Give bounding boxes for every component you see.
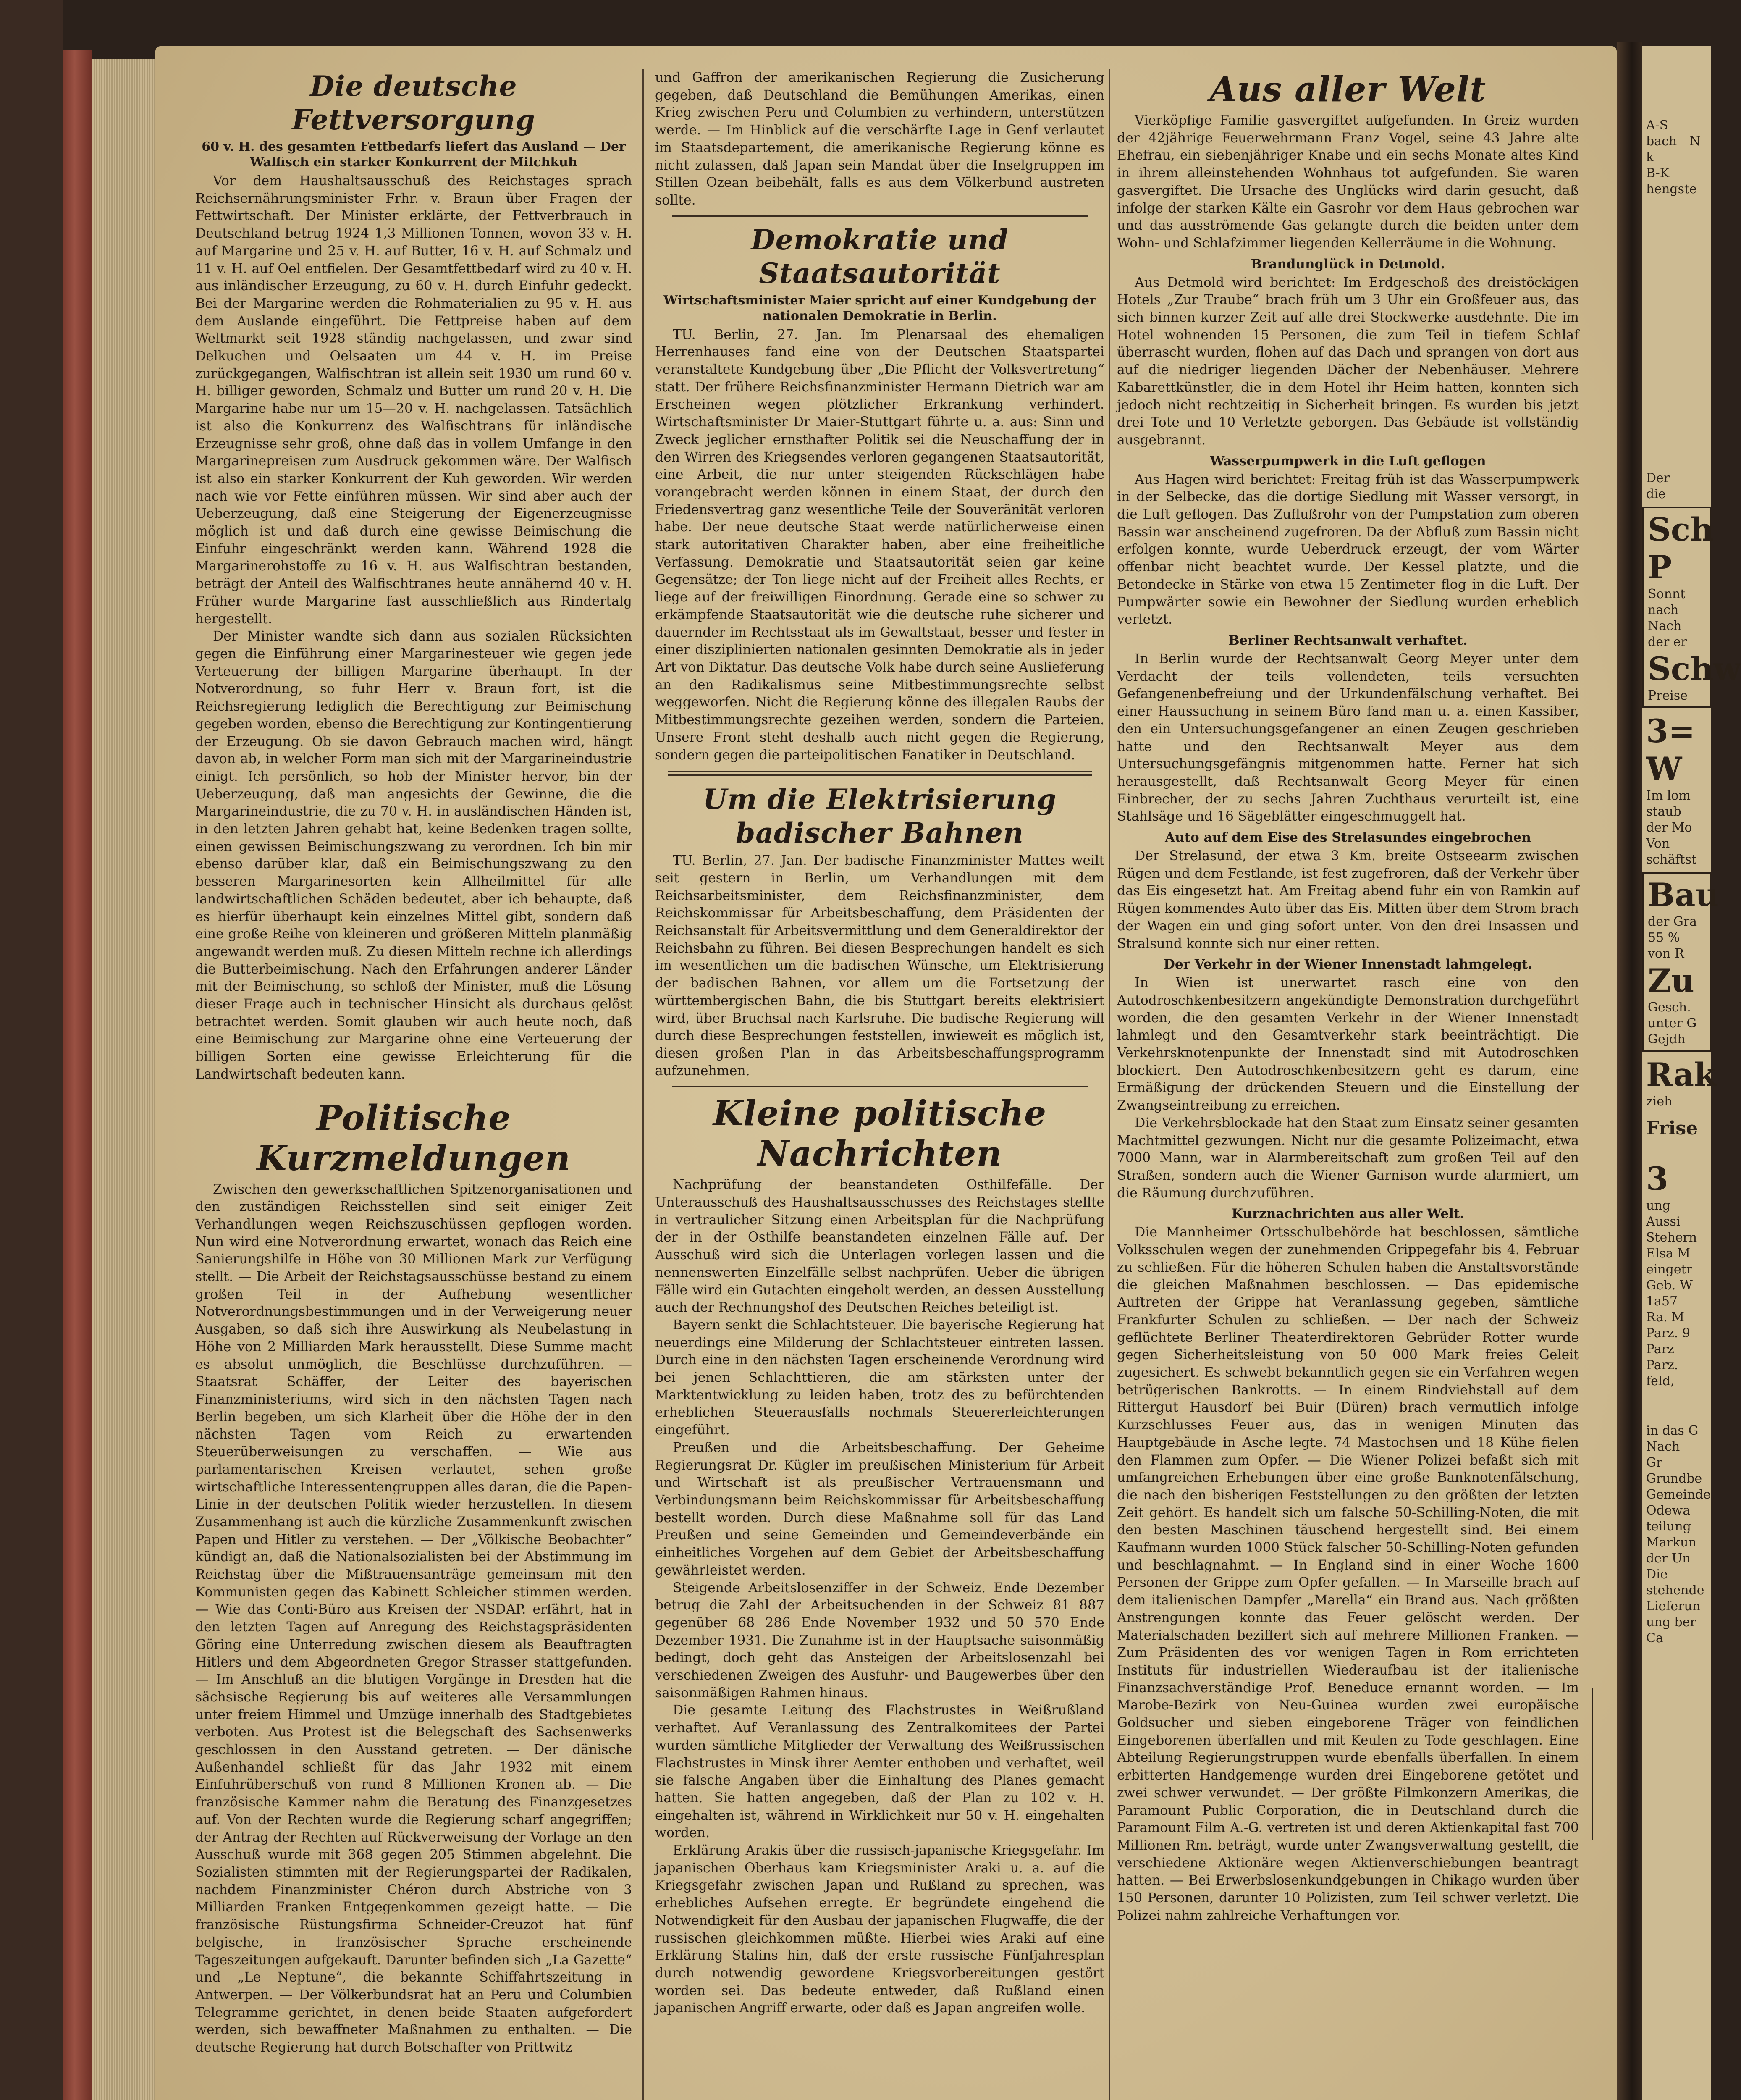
fragment-line: ung — [1646, 1198, 1670, 1213]
fragment-line: von R — [1648, 946, 1684, 961]
measuring-ruler — [1592, 1688, 1599, 1840]
fragment-line: Markun — [1646, 1535, 1696, 1550]
fragment-line: feld, — [1646, 1374, 1675, 1389]
fragment-line: nach — [1648, 603, 1679, 617]
fragment-line: Gemeinde — [1646, 1487, 1711, 1502]
article-title-demokratie: Demokratie und Staatsautorität — [751, 223, 1009, 290]
ad-box — [1642, 507, 1741, 708]
paragraph: Vor dem Haushaltsausschuß des Reichstages sprach Reichsernährungsminister Frhr. v. Braun über Fragen der Fettwirtschaft. Der Minister erklärte, der Fettverbrauch in Deutschland betrug 1924 1,3 Millionen Tonnen, wovon 33 v. H. auf Margarine und 25 v. H. auf Butter, 16 v. H. auf Schmalz und 11 v. H. auf Oel entfielen. Der Gesamtfettbedarf wird zu 40 v. H. aus inländischer Erzeugung, zu 60 v. H. durch Einfuhr gedeckt. Bei der Margarine werden die Rohmaterialien zu 95 v. H. aus dem Auslande eingeführt. Die Fettpreise haben auf dem Weltmarkt seit 1928 ständig nachgelassen, und zwar sind Delkuchen und Oelsaaten um 44 v. H. im Preise zurückgegangen, Walfischtran ist allein seit 1930 um rund 60 v. H. billiger geworden, Schmalz und Butter um rund 20 v. H. Die Margarine habe nur um 15—20 v. H. nachgelassen. Tatsächlich ist also die Konkurrenz des Walfischtrans für inländische Erzeugnisse sehr groß, ohne daß das in vollem Umfange in den Margarinepreisen zum Ausdruck gekommen wäre. Der Walfisch ist also ein starker Konkurrent der Kuh geworden. Wir werden nach wie vor Fette einführen müssen. Wir sind aber auch der Ueberzeugung, daß eine Steigerung der Eigenerzeugnisse möglich ist und daß durch eine gewisse Beimischung die Einfuhr eingeschränkt werden kann. Während 1928 die Margarinerohstoffe zu 16 v. H. aus Walfischtran bestanden, beträgt der Anteil des Walfischtranes heute annähernd 40 v. H. Früher wurde Margarine fast ausschließlich aus Rindertalg hergestellt. — [195, 173, 632, 627]
fragment-line: Nach — [1646, 1439, 1680, 1454]
paragraph: In Berlin wurde der Rechtsanwalt Georg Meyer unter dem Verdacht der teils vollendeten, teils versuchten Gefangenenbefreiung und der Urkundenfälschung verhaftet. Bei einer Haussuchung in seinem Büro fand man u. a. einen Kassiber, den ein Untersuchungsgefangener an einen Zeugen geschrieben hatte und den Rechtsanwalt Meyer aus dem Untersuchungsgefängnis mitgenommen hatte. Ferner hat sich herausgestellt, daß Rechtsanwalt Georg Meyer für einen Einbrecher, der zu sechs Jahren Zuchthaus verurteilt ist, eine Stahlsäge und 16 Sägeblätter eingeschmuggelt hat. — [1117, 651, 1579, 824]
paragraph: Nachprüfung der beanstandeten Osthilfefälle. Der Unterausschuß des Haushaltsausschusses des Reichstages stellte in vertraulicher Sitzung einen Arbeitsplan für die Nachprüfung der in der Osthilfe beanstandeten einzelnen Fälle auf. Der Ausschuß wird sich die Unterlagen vorlegen lassen und die nennenswerten Einzelfälle selbst nachprüfen. Ueber die übrigen Fälle wird ein Gutachten eingeholt werden, an dessen Ausstellung auch der Rechnungshof des Deutschen Reiches beteiligt ist. — [655, 1177, 1104, 1315]
column-1 — [195, 69, 632, 2057]
fragment-line: Sonnt — [1648, 587, 1686, 601]
fragment-line: Ca — [1646, 1631, 1663, 1646]
paragraph: Preußen und die Arbeitsbeschaffung. Der Geheime Regierungsrat Dr. Kügler im preußischen Ministerium für Arbeit und Wirtschaft ist als preußischer Vertrauensmann und Verbindungsmann beim Reichskommissar für Arbeitsbeschaffung bestellt worden. Durch diese Maßnahme soll für das Land Preußen und seine Gemeinden und Gemeindeverbände ein einheitliches Vorgehen auf dem Gebiet der Arbeitsbeschaffung gewährleistet werden. — [655, 1440, 1104, 1578]
subheading: Berliner Rechtsanwalt verhaftet. — [1228, 633, 1468, 648]
fragment-line: Bau — [1648, 876, 1719, 914]
article-subtitle-fettversorgung: 60 v. H. des gesamten Fettbedarfs liefert das Ausland — Der Walfisch ein starker Konkurrent der Milchkuh — [202, 139, 626, 170]
column-rule-2 — [1109, 69, 1110, 2100]
paragraph: Bayern senkt die Schlachtsteuer. Die bayerische Regierung hat neuerdings eine Milderung der Schlachtsteuer eintreten lassen. Durch eine in den nächsten Tagen erscheinende Verordnung wird bei jenen Schlachttieren, die am stärksten unter der Marktentwicklung zu leiden haben, trotz des zu befürchtenden erheblichen Steuerausfalls nochmals Steuererleichterungen eingeführt. — [655, 1317, 1104, 1438]
fragment-line: Grundbe — [1646, 1471, 1702, 1486]
subheading: Kurznachrichten aus aller Welt. — [1232, 1206, 1464, 1222]
book-binding — [0, 0, 63, 2100]
fragment-line: 55 % — [1648, 930, 1680, 945]
fragment-line: der er — [1648, 635, 1687, 649]
subheading: Brandunglück in Detmold. — [1251, 256, 1445, 272]
paragraph: und Gaffron der amerikanischen Regierung die Zusicherung gegeben, daß Deutschland die Bemühungen Amerikas, einen Krieg zwischen Peru und Columbien zu verhindern, unterstützen werde. — Im Hinblick auf die verschärfte Lage in Genf verlautet im Staatsdepartement, die amerikanische Regierung könne es nicht zulassen, daß Japan sein Mandat über die Inselgruppen im Stillen Ozean beibehält, falls es aus dem Völkerbund austreten sollte. — [655, 70, 1104, 208]
fragment-line: Aussi — [1646, 1214, 1681, 1229]
paragraph: TU. Berlin, 27. Jan. Im Plenarsaal des ehemaligen Herrenhauses fand eine von der Deutschen Staatspartei veranstaltete Kundgebung über „Die Pflicht der Volksvertretung“ statt. Der frühere Reichsfinanzminister Hermann Dietrich war am Erscheinen wegen plötzlicher Erkrankung verhindert. Wirtschaftsminister Dr Maier-Stuttgart führte u. a. aus: Sinn und Zweck jeglicher ernsthafter Politik sei die Neuschaffung der in den Wirren des Kriegsendes verloren gegangenen Staatsautorität, eine Arbeit, die nur unter steigenden Rückschlägen habe vorangebracht werden können in einem Staat, der durch den Friedensvertrag ganz wesentliche Teile der Souveränität verloren habe. Der neue deutsche Staat werde natürlicherweise einen stark autoritativen Charakter haben, aber eine freiheitliche Verfassung. Demokratie und Staatsautorität seien gar keine Gegensätze; der Ton liege nicht auf der Freiheit alles Rechts, er liege auf der freiwilligen Einordnung. Gerade eine so schwer zu erkämpfende Staatsautorität wie die deutsche ruhe sicherer und dauernder im Rechtsstaat als im Gewaltstaat, besser und fester in einer disziplinierten nationalen gesinnten Demokratie als in jeder Art von Diktatur. Das deutsche Volk habe durch seine Auslieferung an den Radikalismus seine Mitbestimmungsrechte selbst weggeworfen. Nicht die Regierung könne des illegalen Raubs der Mitbestimmungsrechte gezeihen werden, sondern die Parteien. Unsere Front steht deshalb auch nicht gegen die Regierung, sondern gegen die parteipolitischen Fanatiker in Deutschland. — [655, 327, 1104, 763]
article-subtitle-demokratie: Wirtschaftsminister Maier spricht auf einer Kundgebung der nationalen Demokratie in Berlin. — [663, 293, 1096, 323]
fragment-line: Frise — [1646, 1118, 1698, 1139]
paragraph: Die gesamte Leitung des Flachstrustes in Weißrußland verhaftet. Auf Veranlassung des Zentralkomitees der Partei wurden sämtliche Mitglieder der Verwaltung des Weißrussischen Flachstrustes in Minsk ihrer Aemter enthoben und verhaftet, weil sie falsche Angaben über die Einhaltung des Planes gemacht hatten. Sie hatten angegeben, daß der Plan zu 102 v. H. eingehalten ist, während in Wirklichkeit nur 50 v. H. eingehalten worden. — [655, 1703, 1104, 1841]
fragment-line: Von — [1646, 836, 1670, 851]
fragment-line: staub — [1646, 804, 1681, 819]
ad-box — [1642, 872, 1719, 1052]
paragraph: TU. Berlin, 27. Jan. Der badische Finanzminister Mattes weilt seit gestern in Berlin, um Verhandlungen mit dem Reichsarbeitsminister, dem Reichsfinanzminister, dem Reichskommissar für Arbeitsbeschaffung, dem Präsidenten der Reichsanstalt für Arbeitsvermittlung und dem Generaldirektor der Reichsbahn zu führen. Bei diesen Besprechungen handelt es sich im wesentlichen um die badischen Wünsche, um Elektrisierung der badischen Bahnen, vor allem um die Fortsetzung der württembergischen Bahn, die bis Stuttgart bereits elektrisiert wird, über Bruchsal nach Karlsruhe. Die badische Regierung will durch diese Besprechungen feststellen, inwieweit es möglich ist, diesen großen Plan in das Arbeitsbeschaffungsprogramm aufzunehmen. — [655, 853, 1104, 1079]
paragraph: Erklärung Arakis über die russisch-japanische Kriegsgefahr. Im japanischen Oberhaus kam Kriegsminister Araki u. a. auf die Kriegsgefahr zwischen Japan und Rußland zu sprechen, was erhebliches Aufsehen erregte. Er begründete eingehend die Notwendigkeit für den Ausbau der japanischen Flugwaffe, die der russischen gleichkommen müßte. Hierbei wies Araki auf eine Erklärung Stalins hin, daß der erste russische Fünfjahresplan durch notwendig gewordene Kriegsvorbereitungen gestört worden sei. Das bedeute entweder, daß Rußland einen japanischen Angriff erwarte, oder daß es Japan angreifen wolle. — [655, 1843, 1104, 2016]
fragment-line: unter G — [1648, 1016, 1697, 1031]
fragment-line: Zu — [1648, 962, 1694, 999]
fragment-line: Stehern — [1646, 1230, 1697, 1245]
paragraph: Der Strelasund, der etwa 3 Km. breite Ostseearm zwischen Rügen und dem Festlande, ist fest zugefroren, daß der Verkehr über das Eis eingesetzt hat. Am Freitag abend fuhr ein von Ramkin auf Rügen kommendes Auto über das Eis. Mitten über dem Strom brach der Wagen ein und ging sofort unter. Von den drei Insassen und Stralsund konnte sich nur einer retten. — [1117, 848, 1579, 951]
fragment-line: bach—N — [1646, 134, 1701, 149]
fragment-line: Rak — [1646, 1056, 1716, 1093]
fragment-line: zieh — [1646, 1094, 1673, 1109]
article-title-fettversorgung: Die deutsche Fettversorgung — [292, 70, 535, 136]
paragraph: Der Minister wandte sich dann aus sozialen Rücksichten gegen die Einführung einer Margarinesteuer wie gegen jede Verteuerung der billigen Margarine überhaupt. In der Notverordnung, so fuhr Herr v. Braun fort, ist die Reichsregierung lediglich die Berechtigung zur Beimischung gegeben worden, ebenso die Berechtigung zur Kontingentierung der Erzeugung. Ob sie davon Gebrauch machen wird, hängt davon ab, in welcher Form man sich mit der Margarineindustrie einigt. Ich persönlich, so hob der Minister hervor, bin der Ueberzeugung, daß man angesichts der Gewinne, die die Margarineindustrie, die zu 70 v. H. in ausländischen Händen ist, in den letzten Jahren gehabt hat, keine Bedenken tragen sollte, einen gewissen Beimischungszwang zu verordnen. Ich bin mir ebenso darüber klar, daß ein Beimischungszwang zu den besseren Margarinesorten kein Allheilmittel für alle landwirtschaftlichen Schäden bedeutet, aber ich behaupte, daß es hierfür überhaupt kein einzelnes Mittel gibt, sondern daß eine große Reihe von kleineren und größeren Mitteln planmäßig angewandt werden muß. Zu diesen Mitteln rechne ich allerdings die Butterbeimischung. Nach den Erfahrungen anderer Länder mit der Beimischung, so schloß der Minister, muß die Lösung dieser Frage auch in technischer Hinsicht als durchaus gelöst betrachtet werden. Somit glauben wir auch heute noch, daß eine Beimischung zur Margarine ohne eine Verteuerung der billigen Sorten eine gewisse Erleichterung für die Landwirtschaft bedeuten kann. — [195, 629, 632, 1082]
paragraph: Die Mannheimer Ortsschulbehörde hat beschlossen, sämtliche Volksschulen wegen der zunehmenden Grippegefahr bis 4. Februar zu schließen. Für die höheren Schulen haben die Anstaltsvorstände die gleichen Maßnahmen beschlossen. — Das epidemische Auftreten der Grippe hat Veranlassung gegeben, sämtliche Frankfurter Schulen zu schließen. — Der nach der Schweiz geflüchtete Berliner Theaterdirektoren Gebrüder Rotter wurde gegen Sicherheitsleistung von 50 000 Mark freies Geleit zugesichert. Es schwebt bekanntlich gegen sie ein Verfahren wegen betrügerischen Bankrotts. — In einem Rindviehstall auf dem Rittergut Hausdorf bei Buir (Düren) brach vermutlich infolge Kurzschlusses Feuer aus, das in wenigen Minuten das Hauptgebäude in Asche legte. 74 Mastochsen und 18 Kühe fielen den Flammen zum Opfer. — Die Wiener Polizei befaßt sich mit umfangreichen Erhebungen über eine große Banknotenfälschung, die nach den bisherigen Feststellungen zu den größten der letzten Zeit gehört. Es handelt sich um falsche 50-Schilling-Noten, die mit den besten Maschinen täuschend hergestellt sind. Bei einem Kaufmann wurden 1000 Stück falscher 50-Schilling-Noten gefunden und beschlagnahmt. — In England sind in einer Woche 1600 Personen der Grippe zum Opfer gefallen. — In Marseille brach auf dem italienischen Dampfer „Marella“ ein Brand aus. Nach größten Anstrengungen konnte das Feuer gelöscht werden. Der Materialschaden beziffert sich auf mehrere Millionen Franken. — Zum Präsidenten des vor wenigen Tagen in Rom errichteten Instituts für industriellen Wiederaufbau ist der italienische Finanzsachverständige Prof. Beneduce ernannt worden. — Im Marobe-Bezirk von Neu-Guinea wurden zwei europäische Goldsucher und sieben eingeborene Träger von feindlichen Eingeborenen überfallen und mit Keulen zu Tode geschlagen. Eine Abteilung Regierungstruppen wurde ebenfalls überfallen. In einem erbitterten Handgemenge wurden drei Eingeborene getötet und zwei schwer verwundet. — Der größte Filmkonzern Amerikas, die Paramount Public Corporation, die in Deutschland durch die Paramount Film A.-G. vertreten ist und deren Aktienkapital fast 700 Millionen Rm. beträgt, wurde unter Zwangsverwaltung gestellt, die verschiedene Aktionäre wegen Aktienverschiebungen beantragt hatten. — Bei Erwerbslosenkundgebungen in Chikago wurden über 150 Personen, darunter 10 Polizisten, zum Teil schwer verletzt. Die Polizei nahm zahlreiche Verhaftungen vor. — [1117, 1225, 1579, 1923]
column-rule-1 — [642, 69, 644, 2100]
article-title-kurzmeldungen: Politische Kurzmeldungen — [257, 1097, 571, 1179]
book-gutter — [1617, 42, 1642, 2100]
section-title-aus-aller-welt: Aus aller Welt — [1210, 69, 1486, 110]
divider — [672, 1086, 1088, 1087]
fragment-line: hengste — [1646, 182, 1697, 197]
fragment-line: Im lom — [1646, 788, 1691, 803]
fragment-line: 3 — [1646, 1160, 1668, 1197]
fragment-line: Ra. M — [1646, 1310, 1684, 1325]
fragment-line: Gesch. — [1648, 1000, 1691, 1015]
paragraph: Aus Detmold wird berichtet: Im Erdgeschoß des dreistöckigen Hotels „Zur Traube“ brach früh um 3 Uhr ein Großfeuer aus, das sich binnen kurzer Zeit auf alle drei Stockwerke ausdehnte. Die im Hotel wohnenden 15 Personen, die zum Teil in tiefem Schlaf überrascht wurden, flohen auf das Dach und sprangen von dort aus auf die niedriger liegenden Dächer der Nebenhäuser. Mehrere Kabarettkünstler, die in dem Hotel ihr Heim hatten, konnten sich jedoch nicht rechtzeitig in Sicherheit bringen. Es wurden bis jetzt drei Tote und 10 Verletzte geborgen. Das Gebäude ist vollständig ausgebrannt. — [1117, 275, 1579, 448]
fragment-line: der Mo — [1646, 820, 1692, 835]
fragment-line: Die — [1646, 1567, 1668, 1582]
article-title-elektrisierung: Um die Elektrisierung badischer Bahnen — [703, 783, 1057, 850]
divider — [672, 215, 1088, 217]
fragment-line: Elsa M — [1646, 1246, 1691, 1261]
fragment-line: Preise — [1648, 688, 1688, 703]
fragment-line: Gr — [1646, 1455, 1662, 1470]
fragment-line: Parz. — [1646, 1358, 1678, 1373]
column-2 — [655, 69, 1104, 2017]
fragment-line: k — [1646, 150, 1654, 165]
fragment-line: Parz. 9 — [1646, 1326, 1691, 1341]
fragment-line: Der — [1646, 471, 1670, 486]
fragment-line: teilung — [1646, 1519, 1691, 1534]
fragment-line: Odewa — [1646, 1503, 1691, 1518]
fragment-line: die — [1646, 487, 1666, 501]
paragraph: Die Verkehrsblockade hat den Staat zum Einsatz seiner gesamten Machtmittel gezwungen. Nicht nur die gesamte Polizeimacht, etwa 7000 Mann, war in Alarmbereitschaft zum großen Teil auf den Straßen, sondern auch die Wiener Garnison wurde alarmiert, um die Räumung durchzuführen. — [1117, 1115, 1579, 1201]
fragment-line: Sch — [1648, 511, 1714, 548]
fragment-line: Nach — [1648, 619, 1682, 633]
fragment-line: Lieferun — [1646, 1599, 1701, 1614]
facing-page-fragment — [1642, 46, 1741, 2100]
fragment-line: Geb. W — [1646, 1278, 1693, 1293]
page-stack — [92, 59, 160, 2100]
fragment-line: Parz — [1646, 1342, 1674, 1357]
fragment-line: W — [1646, 750, 1682, 788]
subheading: Wasserpumpwerk in die Luft geflogen — [1210, 453, 1486, 469]
fragment-line: in das G — [1646, 1423, 1699, 1438]
paragraph: Vierköpfige Familie gasvergiftet aufgefunden. In Greiz wurden der 42jährige Feuerwehrmann Franz Vogel, seine 43 Jahre alte Ehefrau, ein siebenjähriger Knabe und ein sechs Monate altes Kind in ihrem alleinstehenden Wohnhaus tot aufgefunden. Sie waren gasvergiftet. Die Ursache des Unglücks wird darin gesucht, daß infolge der starken Kälte ein Gasrohr vor dem Haus gebrochen war und das ausströmende Gas gelangte durch die beiden unter dem Wohn- und Schlafzimmer liegenden Kellerräume in die Wohnung. — [1117, 113, 1579, 251]
fragment-line: eingetr — [1646, 1262, 1693, 1277]
fragment-line: der Un — [1646, 1551, 1691, 1566]
fragment-line: A-S — [1646, 118, 1668, 133]
divider — [668, 771, 1092, 776]
fragment-line: der Gra — [1648, 914, 1697, 929]
fragment-line: Gejdh — [1648, 1032, 1686, 1047]
fragment-line: 3= — [1646, 712, 1695, 750]
fragment-line: P — [1648, 549, 1672, 586]
fragment-line: Schw — [1648, 650, 1741, 688]
subheading: Auto auf dem Eise des Strelasundes eingebrochen — [1165, 830, 1531, 845]
fragment-line: B-K — [1646, 166, 1670, 181]
binding-cover-edge — [63, 50, 92, 2100]
paragraph: Zwischen den gewerkschaftlichen Spitzenorganisationen und den zuständigen Reichsstellen sind seit einiger Zeit Verhandlungen wegen Reichszuschüssen gepflogen worden. Nun wird eine Notverordnung erwartet, wonach das Reich eine Sanierungshilfe in Höhe von 30 Millionen Mark zur Verfügung stellt. — Die Arbeit der Reichstagsausschüsse bestand zu einem großen Teil in der Aufhebung wesentlicher Notverordnungsbestimmungen und in der Verweigerung neuer Ausgaben, so daß sich ihre Auswirkung als Neubelastung in Höhe von 2 Milliarden Mark herausstellt. Diese Summe macht es absolut unmöglich, die Beschlüsse durchzuführen. — Staatsrat Schäffer, der Leiter des bayerischen Finanzministeriums, wird sich in den nächsten Tagen nach Berlin begeben, um sich Klarheit über die Höhe der in den nächsten Tagen vom Reich zu erwartenden Steuerüberweisungen zu verschaffen. — Wie aus parlamentarischen Kreisen verlautet, sehen große wirtschaftliche Interessentengruppen alles daran, die die Papen-Linie in der deutschen Politik wieder herzustellen. In diesem Zusammenhang ist auch die kürzliche Zusammenkunft zwischen Papen und Hitler zu verstehen. — Der „Völkische Beobachter“ kündigt an, daß die Nationalsozialisten bei der Abstimmung im Reichstag über die Mißtrauensanträge gemeinsam mit den Kommunisten gegen das Kabinett Schleicher stimmen werden. — Wie das Conti-Büro aus Kreisen der NSDAP. erfährt, hat in den letzten Tagen auf Anregung des Reichstagspräsidenten Göring eine Unterredung zwischen diesem als Beauftragten Hitlers und dem Abgeordneten Gregor Strasser stattgefunden. — Im Anschluß an die blutigen Vorgänge in Dresden hat die sächsische Regierung bis auf weiteres alle Versammlungen unter freiem Himmel und Umzüge innerhalb des Stadtgebietes verboten. Aus Protest ist die Belegschaft des Sachsenwerks geschlossen in den Ausstand getreten. — Der dänische Außenhandel schließt für das Jahr 1932 mit einem Einfuhrüberschuß von rund 8 Millionen Kronen ab. — Die französische Kammer nahm die Beratung des Finanzgesetzes auf. Von der Rechten wurde die Regierung scharf angegriffen; der Antrag der Rechten auf Rückverweisung der Vorlage an den Ausschuß wurde mit 368 gegen 205 Stimmen abgelehnt. Die Sozialisten stimmten mit der Regierungspartei der Radikalen, nachdem Finanzminister Chéron durch Abstriche von 3 Milliarden Franken Entgegenkommen gezeigt hatte. — Die französische Rüstungsfirma Schneider-Creuzot hat fünf belgische, in französischer Sprache erscheinende Tageszeitungen aufgekauft. Darunter befinden sich „La Gazette“ und „Le Neptune“, die bekannte Schiffahrtszeitung in Antwerpen. — Der Völkerbundsrat hat an Peru und Columbien Telegramme gerichtet, in denen beide Staaten aufgefordert werden, sich bewaffneter Maßnahmen zu enthalten. — Die deutsche Regierung hat durch Botschafter von Prittwitz — [195, 1181, 632, 2055]
fragment-line: schäftst — [1646, 852, 1697, 867]
paragraph: In Wien ist unerwartet rasch eine von den Autodroschkenbesitzern angekündigte Demonstration durchgeführt worden, die den gesamten Verkehr in der Wiener Innenstadt lahmlegt und den Gesamtverkehr stark beeinträchtigt. Die Verkehrsknotenpunkte der Innenstadt sind mit Autodroschken blockiert. Den Autodroschkenbesitzern geht es darum, eine Ermäßigung der drückenden Steuern und die Einstellung der Zwangseintreibung zu erreichen. — [1117, 975, 1579, 1113]
paragraph: Steigende Arbeitslosenziffer in der Schweiz. Ende Dezember betrug die Zahl der Arbeitsuchenden in der Schweiz 81 887 gegenüber 68 286 Ende November 1932 und 50 570 Ende Dezember 1931. Die Zunahme ist in der Hauptsache saisonmäßig bedingt, doch geht das Ansteigen der Arbeitslosenzahl bei verschiedenen Zweigen des Ausfuhr- und Baugewerbes über den saisonmäßigen Rahmen hinaus. — [655, 1580, 1104, 1701]
fragment-line: ung ber — [1646, 1615, 1696, 1630]
subheading: Der Verkehr in der Wiener Innenstadt lahmgelegt. — [1163, 957, 1533, 972]
article-title-kleine-nachrichten: Kleine politische Nachrichten — [713, 1093, 1047, 1174]
column-3 — [1117, 69, 1579, 1925]
paragraph: Aus Hagen wird berichtet: Freitag früh ist das Wasserpumpwerk in der Selbecke, das die dortige Siedlung mit Wasser versorgt, in die Luft geflogen. Das Zuflußrohr von der Pumpstation zum oberen Bassin war anscheinend zugefroren. Da der Abfluß zum Bassin nicht erfolgen konnte, wurde Ueberdruck erzeugt, der vom Wärter offenbar nicht beachtet wurde. Der Kessel platzte, und die Betondecke in Stärke von etwa 15 Zentimeter flog in die Luft. Der Pumpwärter sowie ein Bewohner der Siedlung wurden erheblich verletzt. — [1117, 472, 1579, 627]
fragment-line: stehende — [1646, 1583, 1704, 1598]
fragment-line: 1a57 — [1646, 1294, 1678, 1309]
